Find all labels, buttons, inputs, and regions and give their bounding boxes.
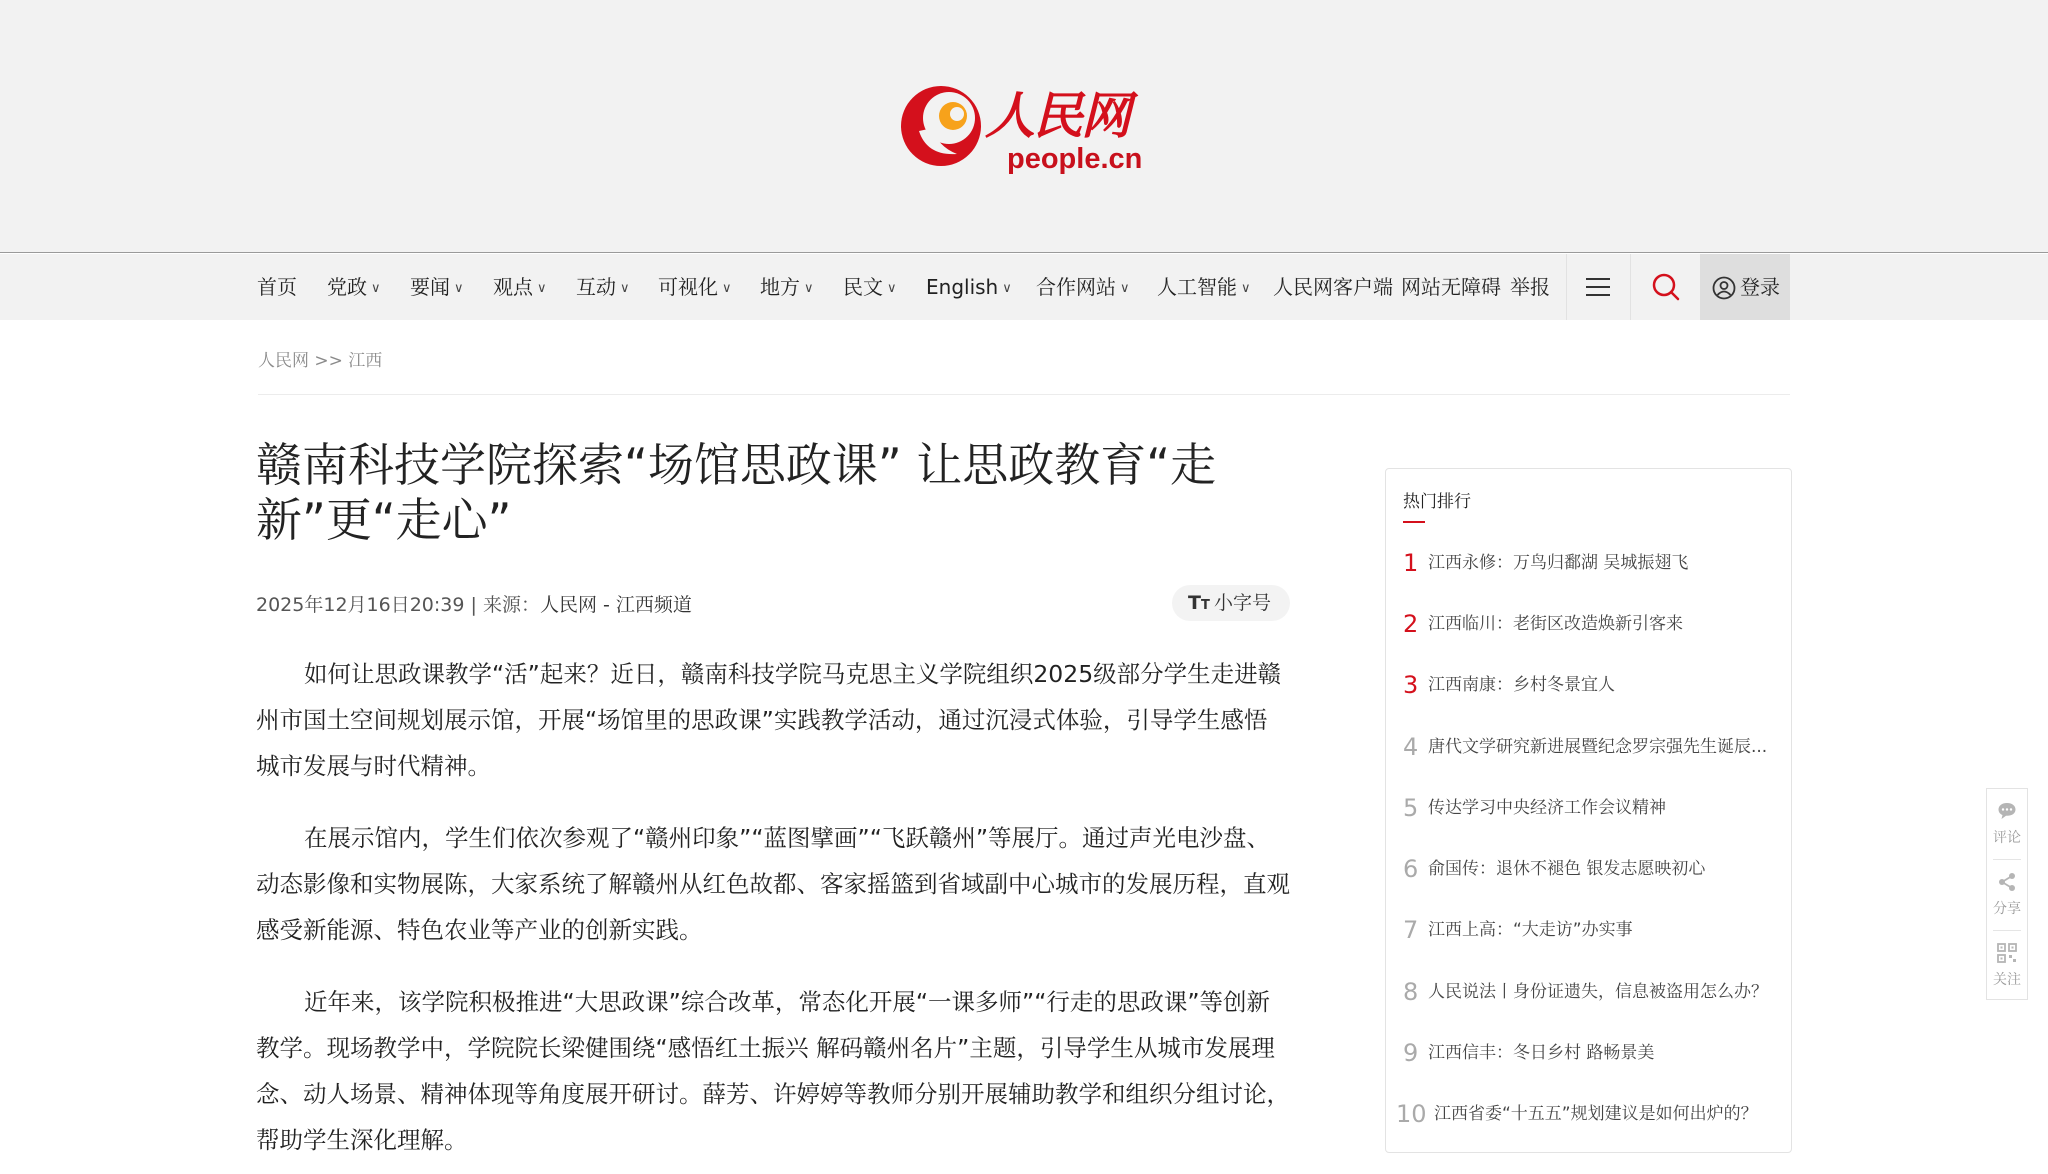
rank-number: 1 [1403,549,1419,577]
article-date: 2025年12月16日20:39 [256,594,465,616]
hot-item-link[interactable]: 江西临川：老街区改造焕新引客来 [1428,614,1683,634]
rank-number: 5 [1403,794,1419,822]
chevron-down-icon: ∨ [1241,281,1251,296]
nav-divider [1630,254,1631,320]
hot-item[interactable] [1396,1094,1778,1134]
font-size-toggle-button[interactable] [1172,585,1290,621]
follow-label: 关注 [1993,972,2021,988]
breadcrumb-divider [258,394,1790,395]
nav-item-local[interactable]: 地方 ∨ [760,254,814,320]
nav-divider [1566,254,1567,320]
breadcrumb[interactable]: 人民网 >> 江西 [258,351,383,371]
nav-item-news[interactable]: 要闻 ∨ [410,254,464,320]
search-icon[interactable] [1648,254,1684,320]
chevron-down-icon: ∨ [887,281,897,296]
nav-item-report[interactable]: 举报 [1510,275,1550,299]
rank-number: 10 [1396,1100,1427,1128]
share-label: 分享 [1993,901,2021,917]
chevron-down-icon: ∨ [371,281,381,296]
nav-item-accessibility[interactable]: 网站无障碍 [1401,275,1501,299]
hot-item[interactable] [1403,604,1778,644]
logo-english-text: people.cn [1007,143,1143,175]
chevron-down-icon: ∨ [537,281,547,296]
hot-item-link[interactable]: 江西南康：乡村冬景宜人 [1428,675,1615,695]
chevron-down-icon: ∨ [454,281,464,296]
hot-item-link[interactable]: 人民说法丨身份证遗失，信息被盗用怎么办？ [1428,982,1768,1002]
article-meta [256,590,692,617]
article-paragraph: 如何让思政课教学“活”起来？近日，赣南科技学院马克思主义学院组织2025级部分学生走进赣州市国土空间规划展示馆，开展“场馆里的思政课”实践教学活动，通过沉浸式体验，引导学生感悟城市发展与时代精神。 [256,660,1282,780]
hot-item-link[interactable]: 江西上高：“大走访”办实事 [1428,920,1633,940]
hot-item-link[interactable]: 江西省委“十五五”规划建议是如何出炉的？ [1434,1104,1758,1124]
hot-item-link[interactable]: 江西信丰：冬日乡村 路畅景美 [1428,1043,1655,1063]
login-button[interactable] [1700,254,1790,320]
share-icon [1997,872,2017,892]
comment-button[interactable] [1987,789,2027,859]
hot-item[interactable] [1403,788,1778,828]
side-toolbar [1986,788,2028,1000]
chevron-down-icon: ∨ [1120,281,1130,296]
hot-item[interactable] [1403,972,1778,1012]
hot-item[interactable] [1403,910,1778,950]
hot-ranking-title: 热门排行 [1403,492,1471,512]
rank-number: 7 [1403,916,1419,944]
rank-number: 6 [1403,855,1419,883]
header-band [0,0,2048,253]
nav-item-interact[interactable]: 互动 ∨ [576,254,630,320]
article-paragraph: 近年来，该学院积极推进“大思政课”综合改革，常态化开展“一课多师”“行走的思政课”等创新教学。现场教学中，学院院长梁健围绕“感悟红土振兴 解码赣州名片”主题，引导学生从城市发展理念、动人场景、精神体现等角度展开研讨。薛芳、许婷婷等教师分别开展辅助教学和组织分组讨论，帮助学生深化理解。 [256,988,1290,1154]
hot-item[interactable] [1403,849,1778,889]
nav-item-opinion[interactable]: 观点 ∨ [493,254,547,320]
hot-item[interactable] [1403,543,1778,583]
article-source-link[interactable]: 人民网 - 江西频道 [539,594,692,616]
nav-item-english[interactable]: English ∨ [926,254,1012,320]
nav-item-party[interactable]: 党政 ∨ [327,254,381,320]
comment-icon [1997,801,2017,821]
nav-item-home[interactable]: 首页 [257,275,297,299]
chevron-down-icon: ∨ [620,281,630,296]
font-size-label: 小字号 [1214,592,1272,614]
hot-item-link[interactable]: 传达学习中央经济工作会议精神 [1428,798,1666,818]
logo-swirl-icon [897,76,987,172]
hot-ranking-panel [1385,468,1792,1153]
hot-item-link[interactable]: 唐代文学研究新进展暨纪念罗宗强先生诞辰... [1428,737,1768,757]
login-label: 登录 [1740,275,1780,299]
hot-item[interactable] [1403,1033,1778,1073]
menu-icon[interactable] [1583,254,1613,320]
comment-label: 评论 [1993,830,2021,846]
qrcode-icon [1997,943,2017,963]
rank-number: 2 [1403,610,1419,638]
nav-item-visual[interactable]: 可视化 ∨ [658,254,732,320]
source-prefix: | 来源： [464,594,540,616]
article-title: 赣南科技学院探索“场馆思政课” 让思政教育“走新”更“走心” [256,438,1217,547]
site-logo[interactable] [897,76,1157,176]
share-button[interactable] [1987,860,2027,930]
nav-item-ethnic[interactable]: 民文 ∨ [843,254,897,320]
follow-button[interactable] [1987,931,2027,1001]
hot-item-link[interactable]: 俞国传：退休不褪色 银发志愿映初心 [1428,859,1706,879]
nav-item-app[interactable]: 人民网客户端 [1273,275,1393,299]
chevron-down-icon: ∨ [722,281,732,296]
nav-item-ai[interactable]: 人工智能 ∨ [1157,254,1251,320]
rank-number: 4 [1403,733,1419,761]
logo-chinese-text: 人民网 [985,86,1129,145]
rank-number: 9 [1403,1039,1419,1067]
hot-item-link[interactable]: 江西永修：万鸟归鄱湖 吴城振翅飞 [1428,553,1689,573]
font-size-icon: TT [1188,592,1210,614]
nav-item-partners[interactable]: 合作网站 ∨ [1036,254,1130,320]
main-nav [0,254,2048,320]
user-icon [1712,276,1736,300]
hot-item[interactable] [1403,727,1778,767]
rank-number: 8 [1403,978,1419,1006]
title-underline [1403,521,1425,523]
chevron-down-icon: ∨ [804,281,814,296]
chevron-down-icon: ∨ [1002,281,1012,296]
article-paragraph: 在展示馆内，学生们依次参观了“赣州印象”“蓝图擘画”“飞跃赣州”等展厅。通过声光电沙盘、动态影像和实物展陈，大家系统了解赣州从红色故都、客家摇篮到省域副中心城市的发展历程，直观感受新能源、特色农业等产业的创新实践。 [256,824,1290,944]
rank-number: 3 [1403,671,1419,699]
hot-item[interactable] [1403,665,1778,705]
